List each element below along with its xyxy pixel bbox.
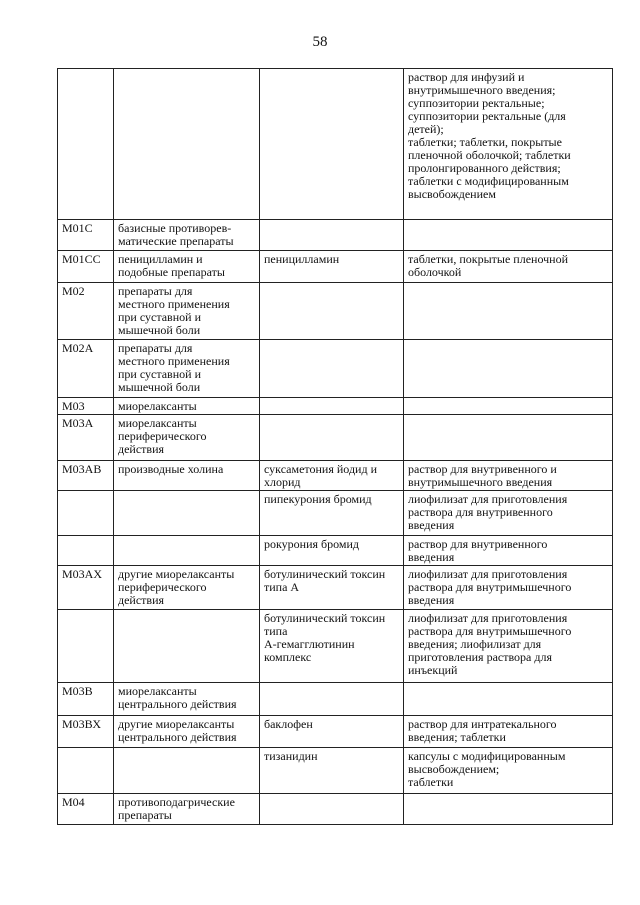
dosage-forms-cell (404, 283, 613, 340)
atc-code-cell: М03В (58, 683, 114, 716)
dosage-forms-cell: раствор для инфузий и внутримышечного введения; суппозитории ректальные; суппозитории ректальные (для детей); таблетки; таблетки, покрытые пленочной оболочкой; таблетки пролонгированного действия; таблетки с модифицированным высвобождением (404, 69, 613, 220)
atc-code-cell: М03А (58, 415, 114, 461)
page-number: 58 (312, 34, 328, 50)
dosage-forms-cell (404, 794, 613, 825)
substance-cell (260, 340, 404, 398)
atc-code-cell (58, 536, 114, 566)
group-name-cell: препараты для местного применения при суставной и мышечной боли (114, 283, 260, 340)
group-name-cell (114, 491, 260, 536)
dosage-forms-cell: лиофилизат для приготовления раствора для внутримышечного введения (404, 566, 613, 610)
table-row (58, 69, 613, 220)
substance-cell: баклофен (260, 716, 404, 748)
substance-cell: пипекурония бромид (260, 491, 404, 536)
substance-cell (260, 794, 404, 825)
atc-code-cell: М03 (58, 398, 114, 415)
group-name-cell: препараты для местного применения при суставной и мышечной боли (114, 340, 260, 398)
substance-cell: ботулинический токсин типа А (260, 566, 404, 610)
atc-code-cell: М03АВ (58, 461, 114, 491)
table-row (58, 283, 613, 340)
substance-cell (260, 415, 404, 461)
dosage-forms-cell: раствор для внутривенного и внутримышечного введения (404, 461, 613, 491)
table-row (58, 748, 613, 794)
table-row (58, 340, 613, 398)
atc-code-cell (58, 491, 114, 536)
substance-cell: тизанидин (260, 748, 404, 794)
substance-cell: рокурония бромид (260, 536, 404, 566)
group-name-cell: другие миорелаксанты центрального действия (114, 716, 260, 748)
dosage-forms-cell: капсулы с модифицированным высвобождением; таблетки (404, 748, 613, 794)
atc-code-cell (58, 748, 114, 794)
dosage-forms-cell: раствор для внутривенного введения (404, 536, 613, 566)
atc-code-cell: М04 (58, 794, 114, 825)
table-row (58, 794, 613, 825)
dosage-forms-cell: раствор для интратекального введения; таблетки (404, 716, 613, 748)
group-name-cell: противоподагрические препараты (114, 794, 260, 825)
table-row (58, 415, 613, 461)
atc-code-cell (58, 610, 114, 683)
dosage-forms-cell (404, 683, 613, 716)
group-name-cell: миорелаксанты (114, 398, 260, 415)
substance-cell: ботулинический токсин типа А-гемагглютинин комплекс (260, 610, 404, 683)
dosage-forms-cell (404, 220, 613, 251)
substance-cell (260, 69, 404, 220)
group-name-cell (114, 69, 260, 220)
table-row (58, 461, 613, 491)
drug-table (57, 68, 613, 825)
substance-cell (260, 283, 404, 340)
dosage-forms-cell: таблетки, покрытые пленочной оболочкой (404, 251, 613, 283)
table-row (58, 220, 613, 251)
dosage-forms-cell (404, 415, 613, 461)
group-name-cell: пеницилламин и подобные препараты (114, 251, 260, 283)
table-row (58, 716, 613, 748)
substance-cell (260, 220, 404, 251)
dosage-forms-cell (404, 398, 613, 415)
group-name-cell: базисные противорев- матические препараты (114, 220, 260, 251)
atc-code-cell: М01СС (58, 251, 114, 283)
atc-code-cell: М02А (58, 340, 114, 398)
table-row (58, 398, 613, 415)
dosage-forms-cell: лиофилизат для приготовления раствора для внутривенного введения (404, 491, 613, 536)
group-name-cell: производные холина (114, 461, 260, 491)
atc-code-cell: М01С (58, 220, 114, 251)
group-name-cell: миорелаксанты периферического действия (114, 415, 260, 461)
substance-cell: суксаметония йодид и хлорид (260, 461, 404, 491)
dosage-forms-cell: лиофилизат для приготовления раствора для внутримышечного введения; лиофилизат для приготовления раствора для инъекций (404, 610, 613, 683)
atc-code-cell: М02 (58, 283, 114, 340)
group-name-cell: миорелаксанты центрального действия (114, 683, 260, 716)
table-row (58, 683, 613, 716)
atc-code-cell (58, 69, 114, 220)
table-row (58, 610, 613, 683)
group-name-cell (114, 536, 260, 566)
group-name-cell: другие миорелаксанты периферического действия (114, 566, 260, 610)
group-name-cell (114, 610, 260, 683)
table-row (58, 566, 613, 610)
drug-table-body (58, 69, 613, 825)
substance-cell: пеницилламин (260, 251, 404, 283)
dosage-forms-cell (404, 340, 613, 398)
atc-code-cell: М03АХ (58, 566, 114, 610)
substance-cell (260, 683, 404, 716)
atc-code-cell: М03ВХ (58, 716, 114, 748)
table-row (58, 491, 613, 536)
table-row (58, 536, 613, 566)
group-name-cell (114, 748, 260, 794)
table-row (58, 251, 613, 283)
substance-cell (260, 398, 404, 415)
